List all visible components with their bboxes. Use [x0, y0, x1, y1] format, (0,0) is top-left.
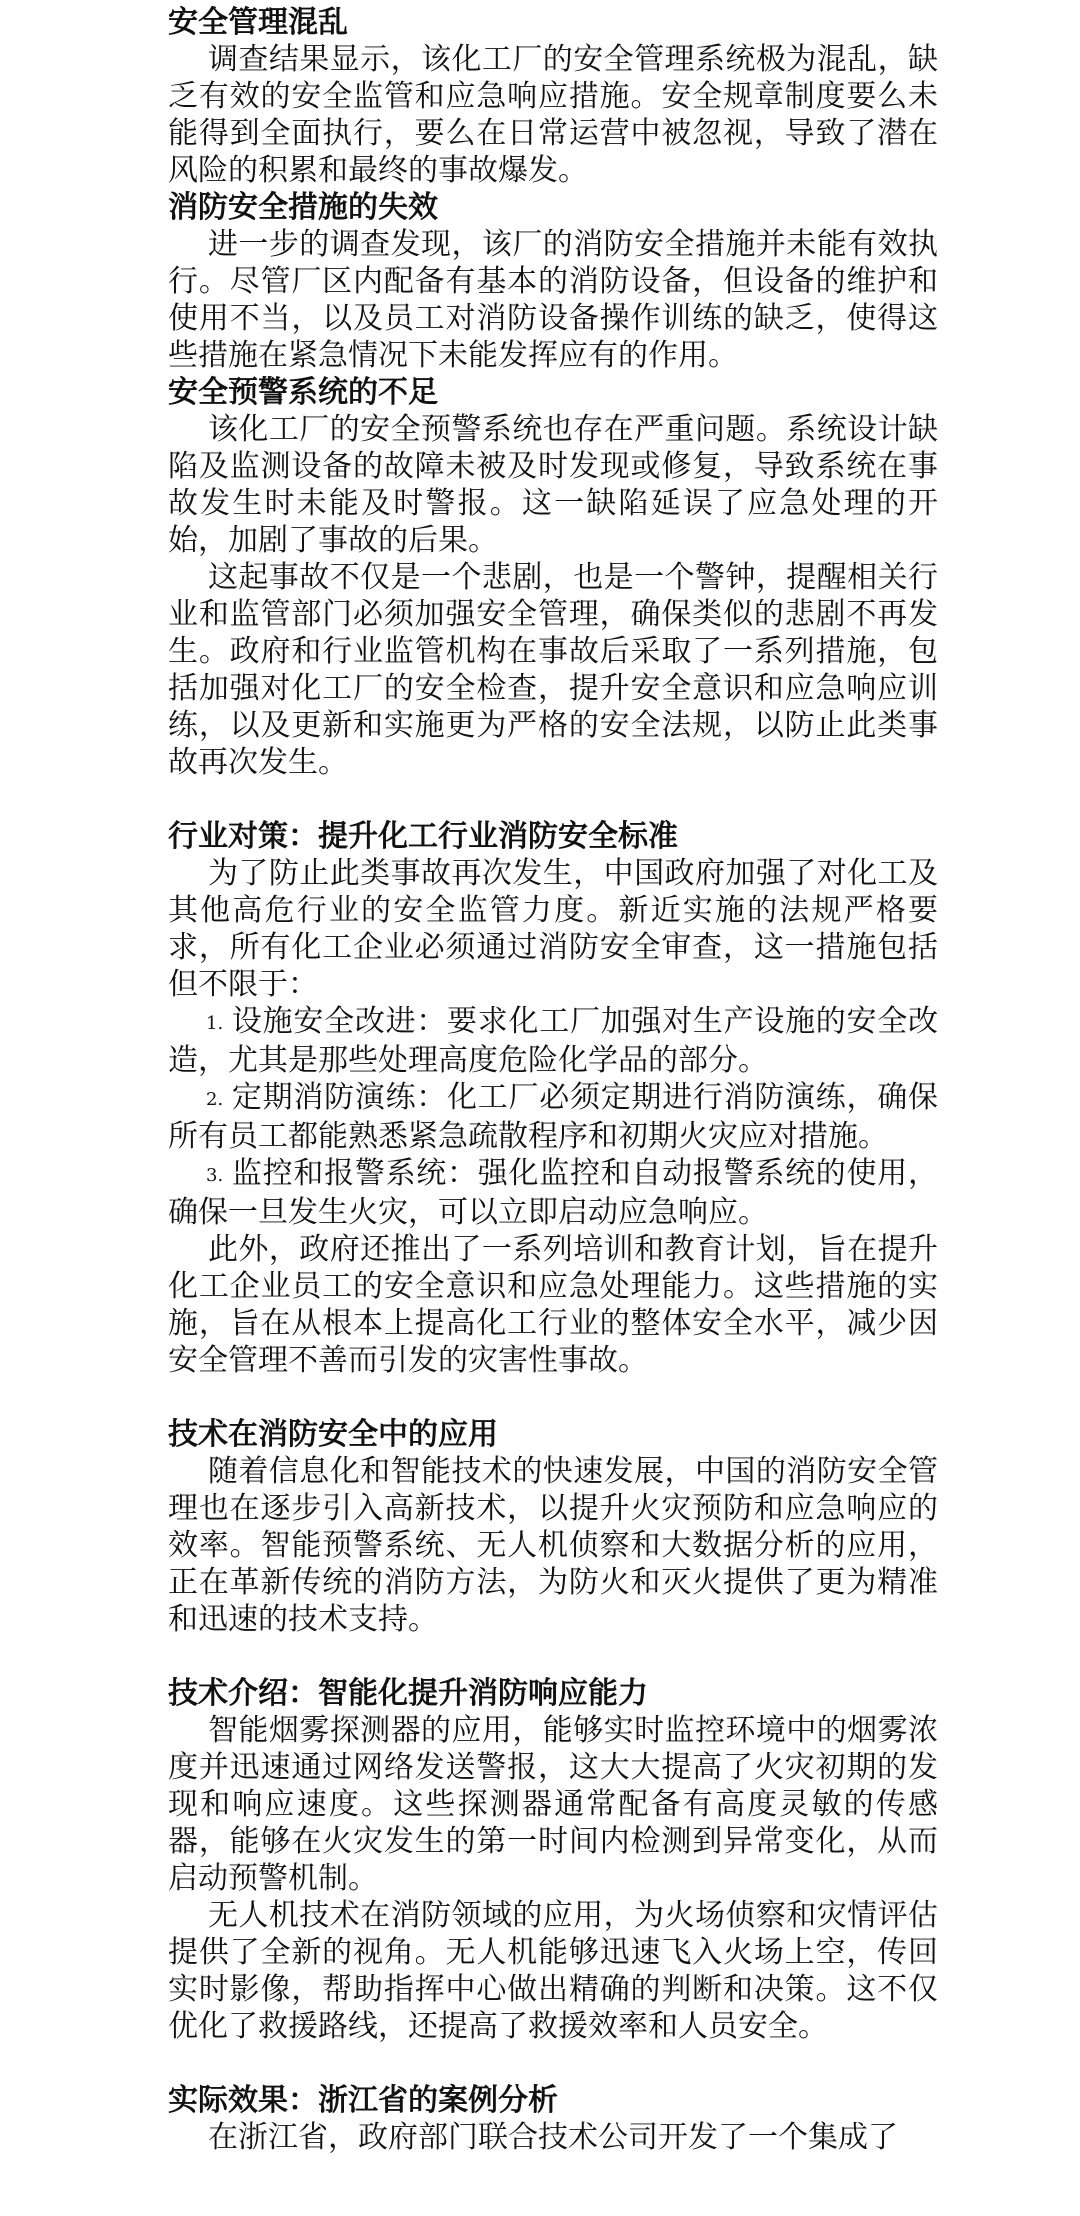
section-heading: 安全管理混乱	[168, 5, 348, 40]
paragraph: 在浙江省，政府部门联合技术公司开发了一个集成了	[208, 2120, 898, 2155]
paragraph: 随着信息化和智能技术的快速发展，中国的消防安全管理也在逐步引入高新技术，以提升火灾预防和应急响应的效率。智能预警系统、无人机侦察和大数据分析的应用，正在革新传统的消防方法，为防火和灭火提供了更为精准和迅速的技术支持。	[168, 1454, 938, 1637]
paragraph: 这起事故不仅是一个悲剧，也是一个警钟，提醒相关行业和监管部门必须加强安全管理，确保类似的悲剧不再发生。政府和行业监管机构在事故后采取了一系列措施，包括加强对化工厂的安全检查，提升安全意识和应急响应训练，以及更新和实施更为严格的安全法规，以防止此类事故再次发生。	[168, 560, 938, 780]
document-page	[168, 4, 938, 2156]
list-text: 定期消防演练：化工厂必须定期进行消防演练，确保所有员工都能熟悉紧急疏散程序和初期火灾应对措施。	[168, 1080, 938, 1154]
list-item	[168, 1079, 938, 1155]
section-heading: 技术在消防安全中的应用	[168, 1417, 498, 1452]
spacer	[168, 2045, 938, 2082]
section-heading: 技术介绍：智能化提升消防响应能力	[168, 1676, 648, 1711]
list-number: 2.	[206, 1089, 224, 1110]
paragraph: 无人机技术在消防领域的应用，为火场侦察和灾情评估提供了全新的视角。无人机能够迅速飞入火场上空，传回实时影像，帮助指挥中心做出精确的判断和决策。这不仅优化了救援路线，还提高了救援效率和人员安全。	[168, 1898, 938, 2044]
paragraph: 为了防止此类事故再次发生，中国政府加强了对化工及其他高危行业的安全监管力度。新近实施的法规严格要求，所有化工企业必须通过消防安全审查，这一措施包括但不限于：	[168, 856, 938, 1002]
list-text: 设施安全改进：要求化工厂加强对生产设施的安全改造，尤其是那些处理高度危险化学品的部分。	[168, 1004, 938, 1078]
section-heading: 消防安全措施的失效	[168, 190, 438, 225]
paragraph: 调查结果显示，该化工厂的安全管理系统极为混乱，缺乏有效的安全监管和应急响应措施。安全规章制度要么未能得到全面执行，要么在日常运营中被忽视，导致了潜在风险的积累和最终的事故爆发。	[168, 42, 938, 188]
paragraph: 智能烟雾探测器的应用，能够实时监控环境中的烟雾浓度并迅速通过网络发送警报，这大大提高了火灾初期的发现和响应速度。这些探测器通常配备有高度灵敏的传感器，能够在火灾发生的第一时间内检测到异常变化，从而启动预警机制。	[168, 1713, 938, 1896]
list-item	[168, 1155, 938, 1231]
list-number: 3.	[206, 1165, 224, 1186]
list-number: 1.	[206, 1013, 224, 1034]
section-heading: 行业对策：提升化工行业消防安全标准	[168, 819, 678, 854]
spacer	[168, 1638, 938, 1675]
paragraph: 此外，政府还推出了一系列培训和教育计划，旨在提升化工企业员工的安全意识和应急处理能力。这些措施的实施，旨在从根本上提高化工行业的整体安全水平，减少因安全管理不善而引发的灾害性事故。	[168, 1232, 938, 1378]
spacer	[168, 781, 938, 818]
paragraph: 进一步的调查发现，该厂的消防安全措施并未能有效执行。尽管厂区内配备有基本的消防设备，但设备的维护和使用不当，以及员工对消防设备操作训练的缺乏，使得这些措施在紧急情况下未能发挥应有的作用。	[168, 227, 938, 373]
section-heading: 安全预警系统的不足	[168, 375, 438, 410]
list-item	[168, 1003, 938, 1079]
paragraph: 该化工厂的安全预警系统也存在严重问题。系统设计缺陷及监测设备的故障未被及时发现或修复，导致系统在事故发生时未能及时警报。这一缺陷延误了应急处理的开始，加剧了事故的后果。	[168, 412, 938, 558]
spacer	[168, 1379, 938, 1416]
section-heading: 实际效果：浙江省的案例分析	[168, 2083, 558, 2118]
list-text: 监控和报警系统：强化监控和自动报警系统的使用，确保一旦发生火灾，可以立即启动应急响应。	[168, 1156, 938, 1230]
